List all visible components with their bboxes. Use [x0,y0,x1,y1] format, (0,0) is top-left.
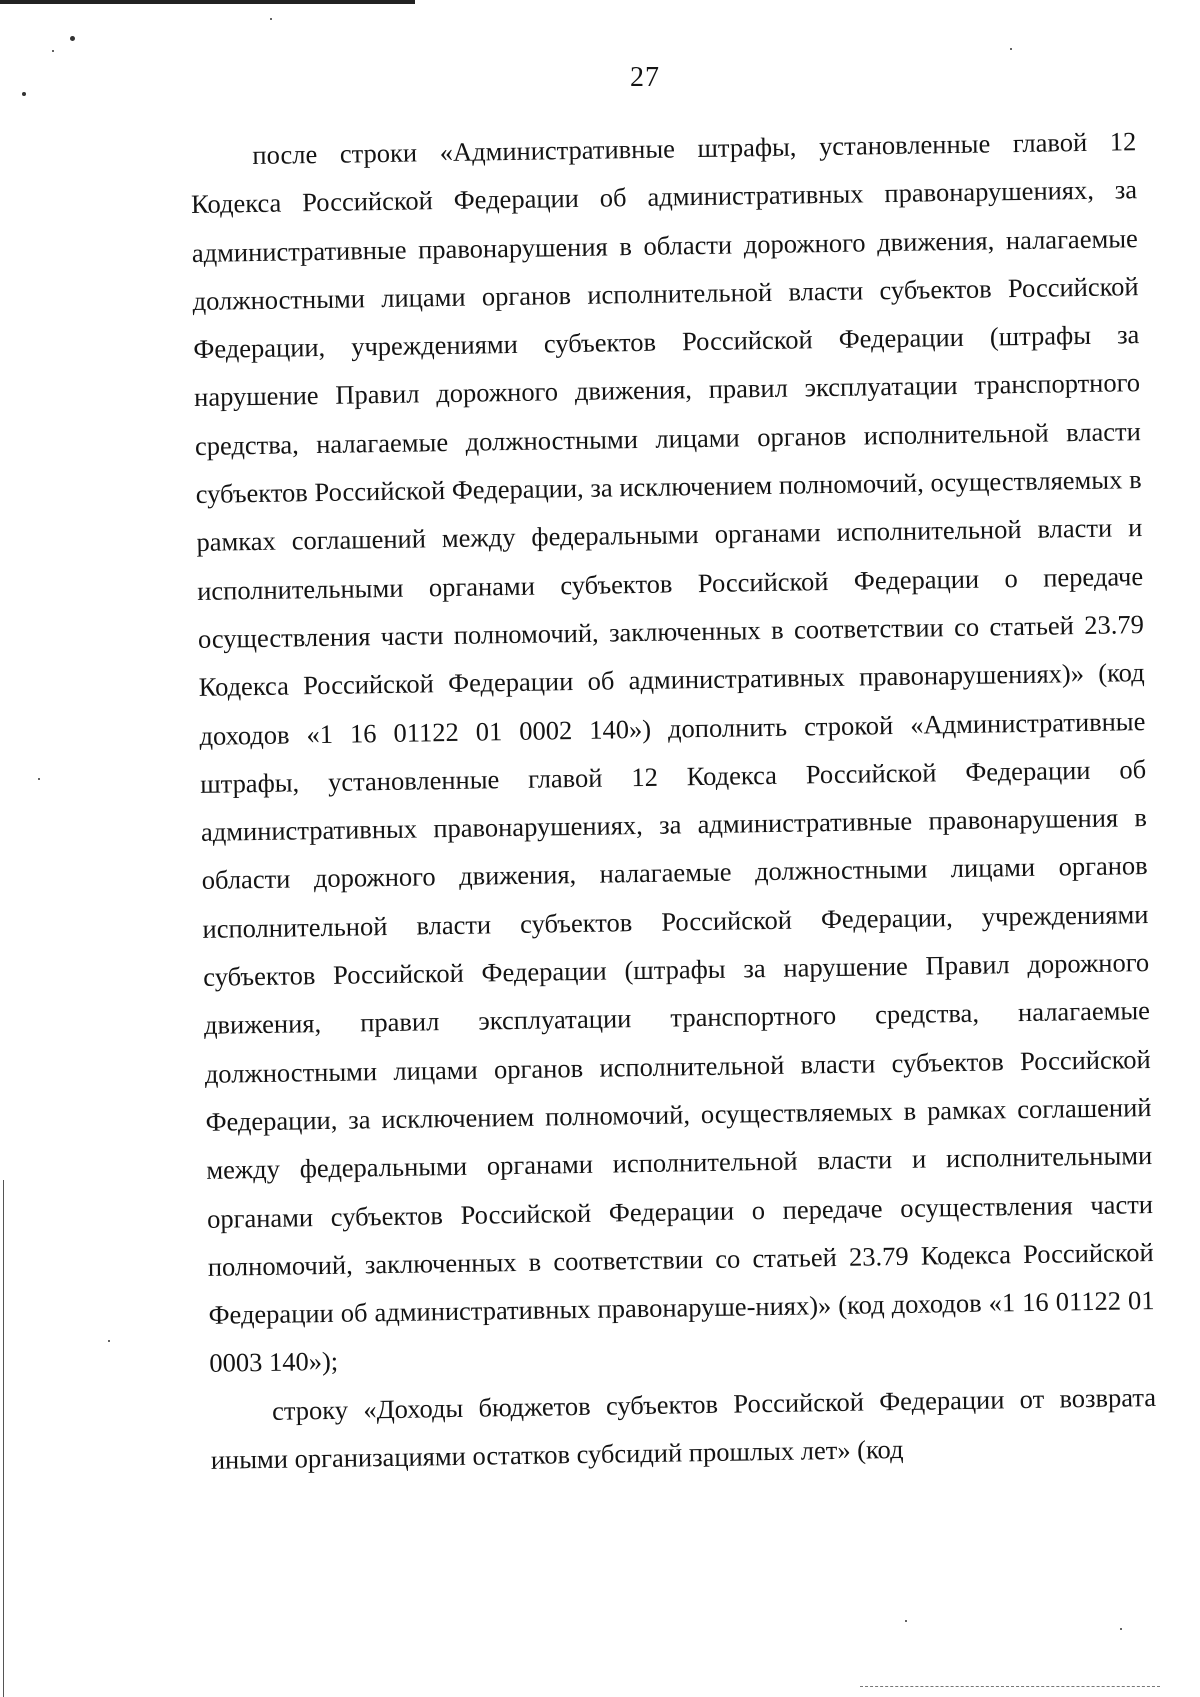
document-body [190,117,1157,1484]
scan-speck [38,778,40,780]
paragraph: после строки «Административные штрафы, установленные главой 12 Кодекса Российской Федерации об административных правонарушениях, за административные правонарушения в области дорожного движения, налагаемые должностными лицами органов исполнительной власти субъектов Российской Федерации, учреждениями субъектов Российской Федерации (штрафы за нарушение Правил дорожного движения, правил эксплуатации транспортного средства, налагаемые должностными лицами органов исполнительной власти субъектов Российской Федерации, за исключением полномочий, осуществляемых в рамках соглашений между федеральными органами исполнительной власти и исполнительными органами субъектов Российской Федерации о передаче осуществления части полномочий, заключенных в соответствии со статьей 23.79 Кодекса Российской Федерации об административных правонарушениях)» (код доходов «1 16 01122 01 0002 140») дополнить строкой «Административные штрафы, установленные главой 12 Кодекса Российской Федерации об административных правонарушениях, за административные правонарушения в области дорожного движения, налагаемые должностными лицами органов исполнительной власти субъектов Российской Федерации, учреждениями субъектов Российской Федерации (штрафы за нарушение Правил дорожного движения, правил эксплуатации транспортного средства, налагаемые должностными лицами органов исполнительной власти субъектов Российской Федерации, за исключением полномочий, осуществляемых в рамках соглашений между федеральными органами исполнительной власти и исполнительными органами субъектов Российской Федерации о передаче осуществления части полномочий, заключенных в соответствии со статьей 23.79 Кодекса Российской Федерации об административных правонаруше-ниях)» (код доходов «1 16 01122 01 0003 140»); [190,126,1155,1379]
scan-speck [1120,1628,1122,1630]
scan-speck [270,18,272,20]
scan-edge-line [3,1180,4,1697]
paragraph: строку «Доходы бюджетов субъектов Российской Федерации от возврата иными организациями остатков субсидий прошлых лет» (код [210,1381,1157,1475]
scan-speck [70,36,75,41]
scan-bottom-artifact [860,1686,1160,1688]
scan-speck [52,50,54,52]
page-number: 27 [630,62,660,93]
scan-speck [108,1340,110,1342]
scan-speck [1010,48,1012,50]
scan-edge-artifact [0,0,415,4]
scan-speck [905,1620,907,1622]
